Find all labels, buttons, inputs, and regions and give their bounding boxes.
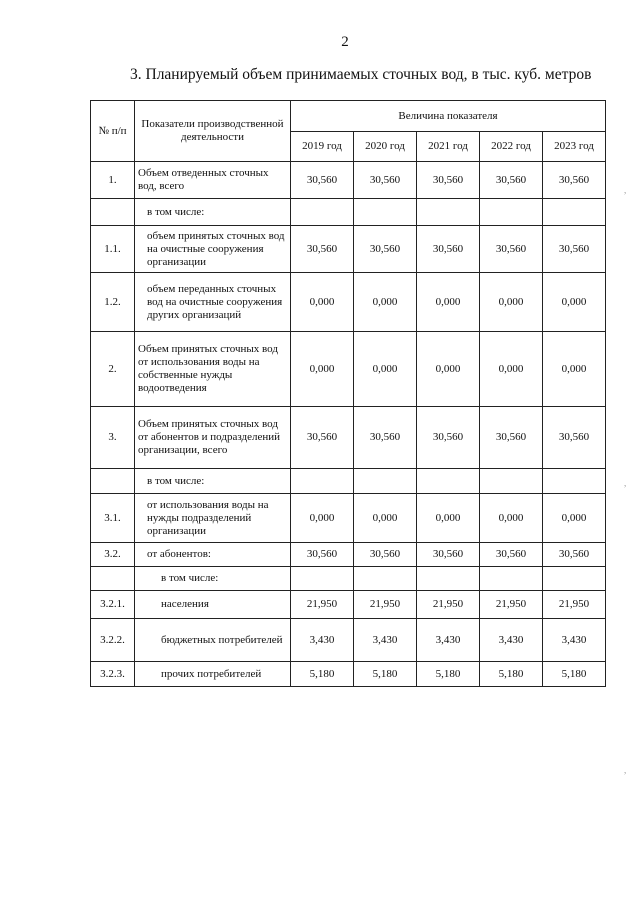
header-number: № п/п [91,101,135,162]
header-year: 2019 год [291,132,354,162]
row-number: 3. [91,407,135,469]
row-indicator: от использования воды на нужды подразделений организации [135,494,291,543]
row-value: 21,950 [291,591,354,619]
table-row [91,469,606,494]
row-value: 3,430 [291,619,354,662]
wastewater-volume-table [90,100,606,687]
scan-mark: , [624,765,627,775]
row-value: 30,560 [354,226,417,273]
row-indicator: объем принятых сточных вод на очистные сооружения организации [135,226,291,273]
row-value: 0,000 [543,332,606,407]
row-value: 5,180 [354,662,417,687]
row-value: 21,950 [480,591,543,619]
row-value: 30,560 [543,543,606,567]
row-value: 30,560 [291,407,354,469]
table-row [91,273,606,332]
row-value: 0,000 [480,332,543,407]
row-value: 0,000 [291,273,354,332]
row-value: 3,430 [417,619,480,662]
row-number [91,469,135,494]
header-year: 2023 год [543,132,606,162]
row-value: 0,000 [417,494,480,543]
header-year: 2021 год [417,132,480,162]
row-indicator: Объем принятых сточных вод от использования воды на собственные нужды водоотведения [135,332,291,407]
row-number: 1.1. [91,226,135,273]
row-value [480,199,543,226]
table-row [91,662,606,687]
row-value: 30,560 [543,162,606,199]
row-number: 3.2.1. [91,591,135,619]
row-value: 30,560 [354,407,417,469]
row-value [354,469,417,494]
row-value: 30,560 [480,162,543,199]
row-number: 3.2.3. [91,662,135,687]
row-number [91,567,135,591]
table-title: 3. Планируемый объем принимаемых сточных вод, в тыс. куб. метров [130,66,592,83]
row-value: 30,560 [417,226,480,273]
row-value: 0,000 [417,332,480,407]
row-value: 0,000 [354,332,417,407]
table-row [91,591,606,619]
row-number: 3.2. [91,543,135,567]
row-value: 30,560 [291,226,354,273]
row-value [480,567,543,591]
row-value: 30,560 [291,543,354,567]
row-value [417,199,480,226]
row-number: 2. [91,332,135,407]
row-value [543,469,606,494]
row-value: 30,560 [417,407,480,469]
row-number: 3.2.2. [91,619,135,662]
row-value: 5,180 [480,662,543,687]
row-value: 30,560 [417,162,480,199]
row-value: 0,000 [480,494,543,543]
row-value: 30,560 [354,162,417,199]
header-indicator: Показатели производственной деятельности [135,101,291,162]
table-row [91,199,606,226]
row-value: 5,180 [417,662,480,687]
row-value: 0,000 [543,273,606,332]
row-value: 0,000 [543,494,606,543]
row-value: 30,560 [291,162,354,199]
table-row [91,226,606,273]
row-value: 3,430 [543,619,606,662]
page-number: 2 [341,34,349,50]
row-indicator: прочих потребителей [135,662,291,687]
row-value [354,567,417,591]
row-value: 0,000 [354,273,417,332]
row-value [417,567,480,591]
table-row [91,543,606,567]
header-year: 2022 год [480,132,543,162]
header-value-group: Величина показателя [291,101,606,132]
row-indicator: в том числе: [135,469,291,494]
row-value: 5,180 [543,662,606,687]
row-number: 3.1. [91,494,135,543]
row-value [291,199,354,226]
row-indicator: бюджетных потребителей [135,619,291,662]
row-value: 0,000 [417,273,480,332]
row-indicator: в том числе: [135,567,291,591]
row-value [480,469,543,494]
row-value: 30,560 [417,543,480,567]
row-value: 21,950 [417,591,480,619]
row-value [354,199,417,226]
table-row [91,619,606,662]
row-value [543,567,606,591]
table-row [91,567,606,591]
row-number: 1.2. [91,273,135,332]
row-value: 21,950 [354,591,417,619]
table-row [91,407,606,469]
row-value: 0,000 [480,273,543,332]
row-value: 30,560 [354,543,417,567]
row-value [291,469,354,494]
row-value: 0,000 [291,332,354,407]
row-value: 30,560 [480,407,543,469]
row-value: 3,430 [354,619,417,662]
row-indicator: Объем отведенных сточных вод, всего [135,162,291,199]
row-indicator: объем переданных сточных вод на очистные сооружения других организаций [135,273,291,332]
row-value: 30,560 [543,407,606,469]
row-indicator: в том числе: [135,199,291,226]
row-value: 21,950 [543,591,606,619]
row-number: 1. [91,162,135,199]
scan-mark: , [624,185,627,195]
row-value: 3,430 [480,619,543,662]
row-value [543,199,606,226]
scan-mark: , [624,478,627,488]
row-value: 30,560 [480,543,543,567]
row-value: 30,560 [543,226,606,273]
row-number [91,199,135,226]
row-value: 0,000 [354,494,417,543]
row-indicator: населения [135,591,291,619]
row-value: 5,180 [291,662,354,687]
row-indicator: от абонентов: [135,543,291,567]
row-value: 30,560 [480,226,543,273]
header-year: 2020 год [354,132,417,162]
table-row [91,332,606,407]
row-value [417,469,480,494]
row-value: 0,000 [291,494,354,543]
table-row [91,162,606,199]
row-value [291,567,354,591]
table-row [91,494,606,543]
row-indicator: Объем принятых сточных вод от абонентов и подразделений организации, всего [135,407,291,469]
